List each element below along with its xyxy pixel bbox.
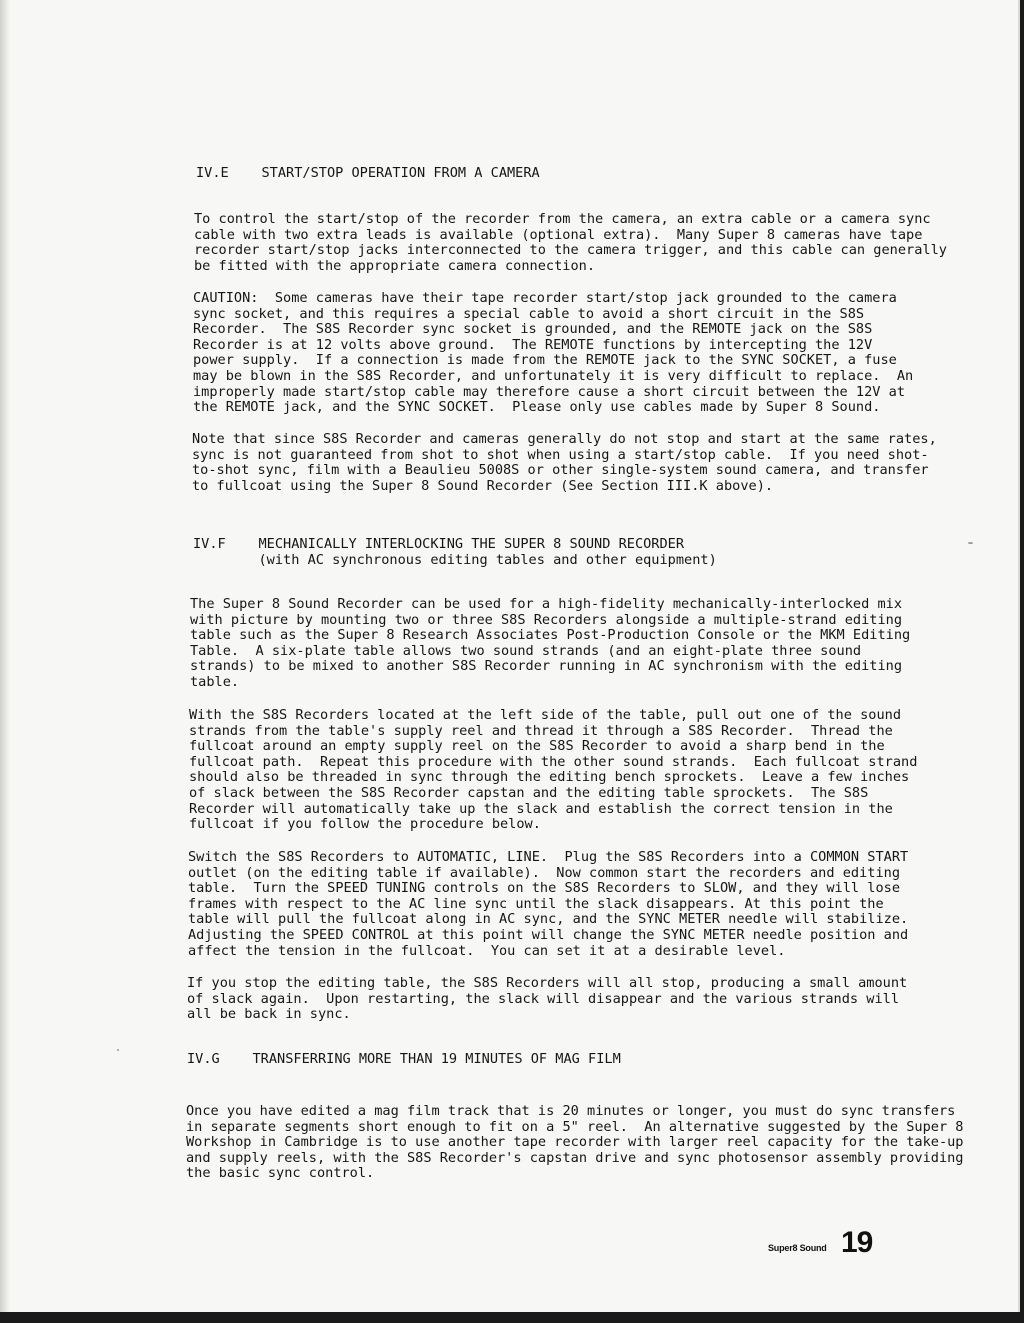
paragraph-iv-f-1: The Super 8 Sound Recorder can be used for a high-fidelity mechanically-interlocked mix with picture by mounting two or three S8S Recorders alongside a multiple-strand editing table such as the Super 8 Research Associates Post-Production Console or the MKM Editing Table. A six-plate table allows two sound strands (and an eight-plate three sound strands) to be mixed to another S8S Recorder running in AC synchronism with the editing table.	[190, 596, 911, 690]
paragraph-iv-f-3: Switch the S8S Recorders to AUTOMATIC, LINE. Plug the S8S Recorders into a COMMON START outlet (on the editing table if available). Now common start the recorders and editing table. Turn the SPEED TUNING controls on the S8S Recorders to SLOW, and they will lose frames with respect to the AC line sync until the slack disappears. At this point the table will pull the fullcoat along in AC sync, and the SYNC METER needle will stabilize. Adjusting the SPEED CONTROL at this point will change the SYNC METER needle position and affect the tension in the fullcoat. You can set it at a desirable level.	[188, 849, 909, 959]
paragraph-iv-f-2: With the S8S Recorders located at the left side of the table, pull out one of the sound strands from the table's supply reel and thread it through a S8S Recorder. Thread the fullcoat around an empty supply reel on the S8S Recorder to avoid a sharp bend in the fullcoat path. Repeat this procedure with the other sound strands. Each fullcoat strand should also be threaded in sync through the editing bench sprockets. Leave a few inches of slack between the S8S Recorder capstan and the editing table sprockets. The S8S Recorder will automatically take up the slack and establish the correct tension in the fullcoat if you follow the procedure below.	[189, 707, 918, 833]
scan-speck	[117, 1049, 119, 1051]
section-heading-iv-f: IV.F MECHANICALLY INTERLOCKING THE SUPER 8 SOUND RECORDER (with AC synchronous editing tables and other equipment)	[193, 536, 717, 568]
footer-brand-logo: Super8 Sound	[768, 1243, 827, 1253]
paragraph-iv-e-caution: CAUTION: Some cameras have their tape recorder start/stop jack grounded to the camera sync socket, and this requires a special cable to avoid a short circuit in the S8S Recorder. The S8S Recorder sync socket is grounded, and the REMOTE jack on the S8S Recorder is at 12 volts above ground. The REMOTE functions by intercepting the 12V power supply. If a connection is made from the REMOTE jack to the SYNC SOCKET, a fuse may be blown in the S8S Recorder, and unfortunately it is very difficult to replace. An improperly made start/stop cable may therefore cause a short circuit between the 12V at the REMOTE jack, and the SYNC SOCKET. Please only use cables made by Super 8 Sound.	[193, 290, 914, 416]
page-number: 19	[841, 1226, 873, 1259]
paragraph-iv-e-note: Note that since S8S Recorder and cameras generally do not stop and start at the same rates, sync is not guaranteed from shot to shot when using a start/stop cable. If you need shot- to-shot sync, film with a Beaulieu 5008S or other single-system sound camera, and transfer to fullcoat using the Super 8 Sound Recorder (See Section III.K above).	[192, 431, 937, 494]
paragraph-iv-e-1: To control the start/stop of the recorder from the camera, an extra cable or a camera sync cable with two extra leads is available (optional extra). Many Super 8 cameras have tape recorder start/stop jacks interconnected to the camera trigger, and this cable can generally be fitted with the appropriate camera connection.	[194, 211, 947, 274]
paragraph-iv-f-4: If you stop the editing table, the S8S Recorders will all stop, producing a small amount of slack again. Upon restarting, the slack will disappear and the various strands will all be back in sync.	[187, 975, 908, 1023]
paragraph-iv-g-1: Once you have edited a mag film track that is 20 minutes or longer, you must do sync transfers in separate segments short enough to fit on a 5" reel. An alternative suggested by the Super 8 Workshop in Cambridge is to use another tape recorder with larger reel capacity for the take-up and supply reels, with the S8S Recorder's capstan drive and sync photosensor assembly providing the basic sync control.	[186, 1103, 964, 1182]
section-heading-iv-g: IV.G TRANSFERRING MORE THAN 19 MINUTES OF MAG FILM	[187, 1051, 621, 1067]
scan-speck	[968, 542, 973, 544]
section-heading-iv-e: IV.E START/STOP OPERATION FROM A CAMERA	[196, 165, 540, 181]
